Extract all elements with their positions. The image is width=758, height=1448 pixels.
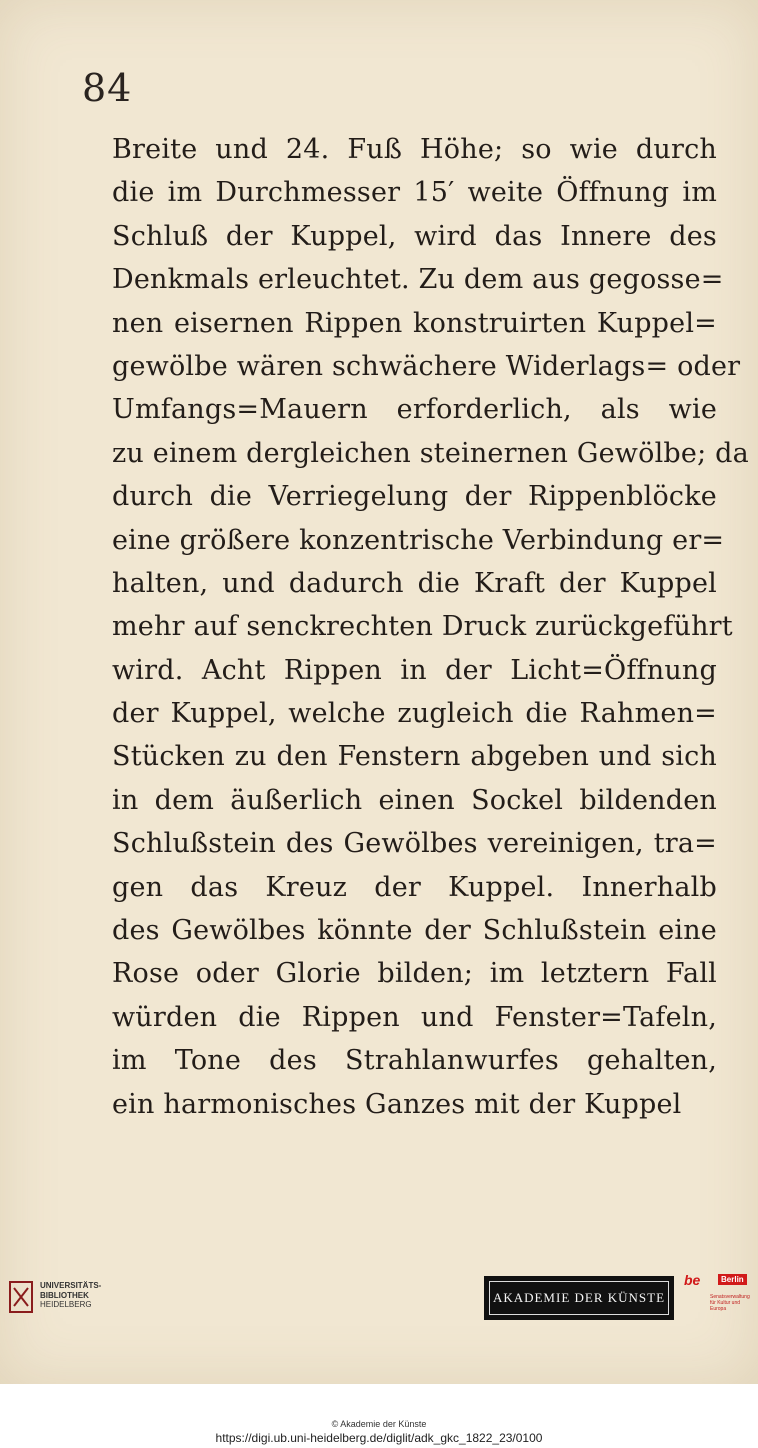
text-line: im Tone des Strahlanwurfes gehalten, [112,1045,717,1077]
ub-logo-line: BIBLIOTHEK [40,1290,89,1300]
ub-logo-line: HEIDELBERG [40,1300,92,1309]
text-line: der Kuppel, welche zugleich die Rahmen= [112,698,717,730]
text-line: halten, und dadurch die Kraft der Kuppel [112,567,717,599]
text-line: wird. Acht Rippen in der Licht=Öffnung [112,654,717,686]
text-line: Rose oder Glorie bilden; im letztern Fall [112,958,717,990]
text-line: des Gewölbes könnte der Schlußstein eine [112,915,717,947]
ub-heidelberg-logo[interactable] [8,1278,104,1318]
berlin-logo-subtitle: Senatsverwaltung für Kultur und Europa [710,1294,750,1312]
ub-logo-line: UNIVERSITÄTS- [40,1281,102,1290]
text-line: Stücken zu den Fenstern abgeben und sich [112,741,717,773]
copyright-notice: © Akademie der Künste [331,1419,427,1429]
text-line: gewölbe wären schwächere Widerlags= oder [112,350,741,382]
akademie-logo[interactable] [484,1276,674,1320]
text-line: Schluß der Kuppel, wird das Innere des [112,220,717,252]
permalink-url[interactable]: https://digi.ub.uni-heidelberg.de/diglit/adk_gkc_1822_23/0100 [215,1431,543,1445]
text-line: ein harmonisches Ganzes mit der Kuppel [112,1088,682,1120]
text-line: mehr auf senckrechten Druck zurückgeführt [112,611,733,643]
text-line: nen eisernen Rippen konstruirten Kuppel= [112,307,717,339]
body-text [112,128,749,1126]
ub-logo-text [40,1281,101,1310]
berlin-logo-prefix: be [684,1272,701,1288]
text-line: zu einem dergleichen steinernen Gewölbe; da [112,437,749,469]
text-line: die im Durchmesser 15′ weite Öffnung im [112,177,717,209]
text-line: Breite und 24. Fuß Höhe; so wie durch [112,134,717,165]
text-line: Denkmals erleuchtet. Zu dem aus gegosse= [112,264,724,296]
ub-heidelberg-mark-icon [8,1280,34,1314]
text-line: eine größere konzentrische Verbindung er= [112,524,725,556]
text-line: würden die Rippen und Fenster=Tafeln, [112,1001,717,1033]
page-number: 84 [82,66,133,110]
berlin-senate-logo[interactable] [684,1272,750,1318]
text-line: gen das Kreuz der Kuppel. Innerhalb [112,871,717,903]
berlin-logo-tag: Berlin [718,1274,747,1285]
text-line: durch die Verriegelung der Rippenblöcke [112,481,717,513]
text-line: in dem äußerlich einen Sockel bildenden [112,784,717,816]
akademie-label: AKADEMIE DER KÜNSTE [489,1281,669,1315]
text-line: Schlußstein des Gewölbes vereinigen, tra= [112,828,717,860]
text-line: Umfangs=Mauern erforderlich, als wie [112,394,717,426]
